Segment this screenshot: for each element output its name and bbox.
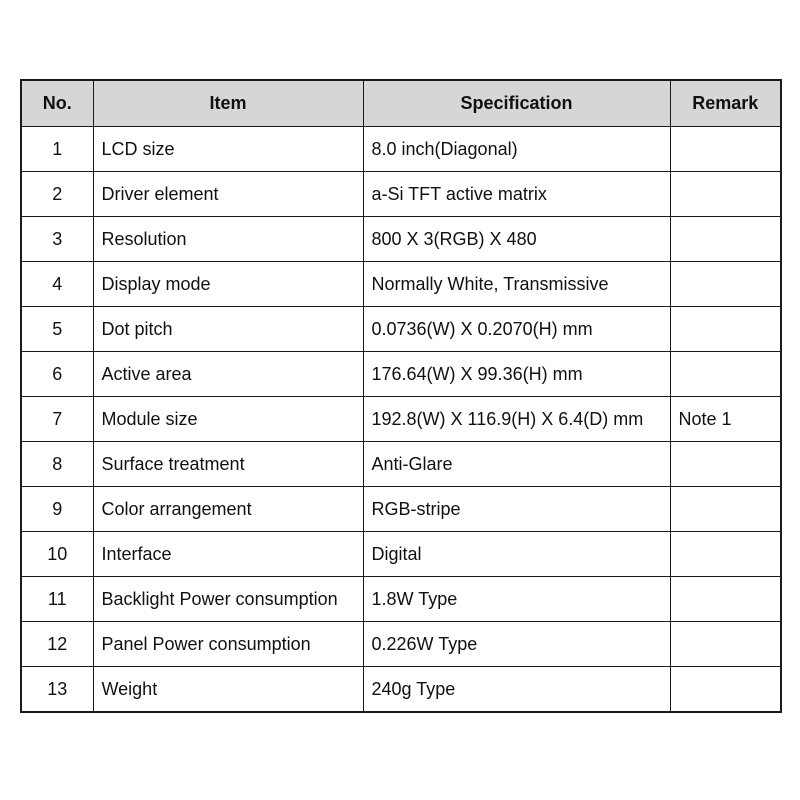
row-no: 2	[21, 172, 93, 217]
row-no: 8	[21, 442, 93, 487]
row-item: Weight	[93, 667, 363, 713]
table-row	[21, 667, 781, 713]
row-spec: Anti-Glare	[363, 442, 670, 487]
row-item: Module size	[93, 397, 363, 442]
header-row	[21, 80, 781, 127]
table-header	[21, 80, 781, 127]
header-remark: Remark	[670, 80, 781, 127]
row-spec: 192.8(W) X 116.9(H) X 6.4(D) mm	[363, 397, 670, 442]
header-item: Item	[93, 80, 363, 127]
row-remark	[670, 172, 781, 217]
row-item: Color arrangement	[93, 487, 363, 532]
row-remark	[670, 442, 781, 487]
row-spec: Digital	[363, 532, 670, 577]
table-row	[21, 532, 781, 577]
row-remark	[670, 577, 781, 622]
row-spec: a-Si TFT active matrix	[363, 172, 670, 217]
row-item: Backlight Power consumption	[93, 577, 363, 622]
row-no: 7	[21, 397, 93, 442]
table-row	[21, 622, 781, 667]
table-row	[21, 352, 781, 397]
row-no: 9	[21, 487, 93, 532]
row-remark: Note 1	[670, 397, 781, 442]
row-item: Interface	[93, 532, 363, 577]
row-item: LCD size	[93, 127, 363, 172]
row-spec: 176.64(W) X 99.36(H) mm	[363, 352, 670, 397]
table-body	[21, 127, 781, 713]
row-remark	[670, 127, 781, 172]
row-no: 5	[21, 307, 93, 352]
row-no: 3	[21, 217, 93, 262]
row-no: 12	[21, 622, 93, 667]
row-no: 6	[21, 352, 93, 397]
row-spec: 0.0736(W) X 0.2070(H) mm	[363, 307, 670, 352]
row-spec: 800 X 3(RGB) X 480	[363, 217, 670, 262]
row-spec: RGB-stripe	[363, 487, 670, 532]
row-item: Panel Power consumption	[93, 622, 363, 667]
row-remark	[670, 352, 781, 397]
header-no: No.	[21, 80, 93, 127]
table-row	[21, 262, 781, 307]
row-remark	[670, 262, 781, 307]
row-no: 1	[21, 127, 93, 172]
row-no: 4	[21, 262, 93, 307]
row-item: Driver element	[93, 172, 363, 217]
table-row	[21, 577, 781, 622]
table-row	[21, 217, 781, 262]
spec-table	[20, 79, 782, 713]
row-item: Active area	[93, 352, 363, 397]
row-item: Display mode	[93, 262, 363, 307]
row-remark	[670, 307, 781, 352]
row-spec: 240g Type	[363, 667, 670, 713]
row-item: Dot pitch	[93, 307, 363, 352]
row-remark	[670, 217, 781, 262]
row-item: Surface treatment	[93, 442, 363, 487]
row-spec: 1.8W Type	[363, 577, 670, 622]
row-remark	[670, 487, 781, 532]
row-no: 10	[21, 532, 93, 577]
row-remark	[670, 622, 781, 667]
table-row	[21, 487, 781, 532]
table-row	[21, 307, 781, 352]
row-spec: Normally White, Transmissive	[363, 262, 670, 307]
row-spec: 0.226W Type	[363, 622, 670, 667]
header-specification: Specification	[363, 80, 670, 127]
table-row	[21, 397, 781, 442]
table-row	[21, 442, 781, 487]
row-remark	[670, 667, 781, 713]
row-spec: 8.0 inch(Diagonal)	[363, 127, 670, 172]
table-row	[21, 172, 781, 217]
row-remark	[670, 532, 781, 577]
table-row	[21, 127, 781, 172]
row-no: 11	[21, 577, 93, 622]
row-item: Resolution	[93, 217, 363, 262]
row-no: 13	[21, 667, 93, 713]
